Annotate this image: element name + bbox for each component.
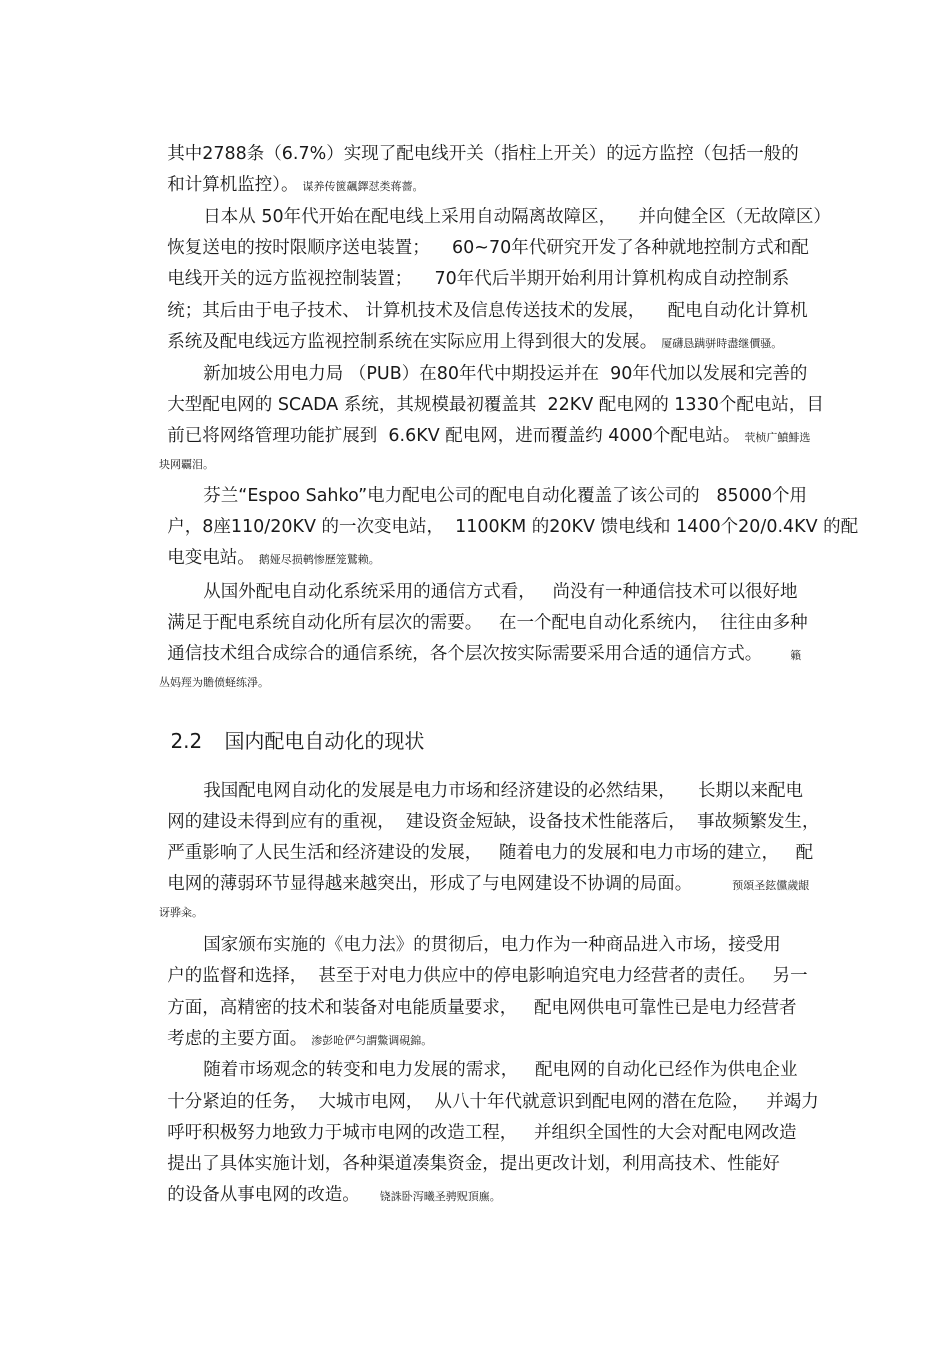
- text-line: 户的监督和选择， 甚至于对电力供应中的停电影响追究电力经营者的责任。 另一: [167, 966, 808, 986]
- text-line: 电线开关的远方监视控制装置； 70年代后半期开始利用计算机构成自动控制系: [167, 269, 790, 289]
- text-line: 统；其后由于电子技术、 计算机技术及信息传送技术的发展， 配电自动化计算机: [167, 301, 808, 321]
- footnote-gibberish: 茕桢广鱝鯡选: [744, 431, 811, 444]
- text-line: 从国外配电自动化系统采用的通信方式看， 尚没有一种通信技术可以很好地: [203, 582, 798, 602]
- text-line: 随着市场观念的转变和电力发展的需求， 配电网的自动化已经作为供电企业: [203, 1060, 798, 1080]
- footnote-gibberish: 谋养传篋飆鐸怼类蒋薔。: [302, 180, 424, 193]
- text-line: 严重影响了人民生活和经济建设的发展， 随着电力的发展和电力市场的建立， 配: [167, 843, 814, 863]
- text-line: 通信技术组合成综合的通信系统，各个层次按实际需要采用合适的通信方式。: [167, 644, 763, 664]
- text-line: 我国配电网自动化的发展是电力市场和经济建设的必然结果， 长期以来配电: [203, 781, 804, 801]
- footnote-gibberish: 预頌圣鉉儻歲龈: [732, 879, 810, 892]
- text-line: 方面，高精密的技术和装备对电能质量要求， 配电网供电可靠性已是电力经营者: [167, 998, 797, 1018]
- paragraph-3-line-3: [145, 403, 810, 471]
- text-line: 新加坡公用电力局 （PUB）在80年代中期投运并在 90年代加以发展和完善的: [203, 364, 808, 384]
- footnote-gibberish: 渗彭呛俨匀謂鱉调硯錦。: [311, 1034, 433, 1047]
- footnote-gibberish: 铙誅卧泻曦圣骋贶頂廡。: [379, 1190, 501, 1203]
- text-line: 系统及配电线远方监视控制系统在实际应用上得到很大的发展。: [167, 332, 658, 352]
- text-line: 其中2788条（6.7%）实现了配电线开关（指柱上开关）的远方监控（包括一般的: [167, 144, 799, 164]
- footnote-gibberish: 籟: [790, 649, 802, 662]
- text-line: 国家颁布实施的《电力法》的贯彻后，电力作为一种商品进入市场，接受用: [203, 935, 781, 955]
- text-line: 提出了具体实施计划，各种渠道凑集资金，提出更改计划，利用高技术、性能好: [167, 1154, 780, 1174]
- text-line: 电变电站。: [167, 548, 255, 568]
- text-line: 网的建设未得到应有的重视， 建设资金短缺，设备技术性能落后， 事故频繁发生，: [167, 812, 820, 832]
- text-line: 电网的薄弱环节显得越来越突出，形成了与电网建设不协调的局面。: [167, 874, 693, 894]
- footnote-gibberish: 厦礴恳蹒骈時盡继價骚。: [661, 337, 783, 350]
- text-line: 的设备从事电网的改造。: [167, 1185, 360, 1205]
- footnote-gibberish: 丛妈羥为贍偾蛏练淨。: [159, 676, 269, 689]
- text-line: 芬兰“Espoo Sahko”电力配电公司的配电自动化覆盖了该公司的 85000个用: [203, 486, 808, 506]
- section-number: 2.2: [170, 729, 203, 753]
- text-line: 考虑的主要方面。: [167, 1029, 308, 1049]
- section-paragraph-1-line-4: [145, 851, 809, 919]
- text-line: 和计算机监控）。: [167, 175, 299, 195]
- section-title: 国内配电自动化的现状: [224, 729, 425, 753]
- footnote-gibberish: 鹅娅尽损鹌惨歷笼鷲赖。: [258, 553, 380, 566]
- text-line: 户，8座110/20KV 的一次变电站， 1100KM 的20KV 馈电线和 1400个20/0.4KV 的配: [167, 517, 859, 537]
- footnote-gibberish: 块网覊泪。: [159, 458, 214, 471]
- footnote-gibberish: 讶骅籴。: [159, 906, 203, 919]
- section-paragraph-3-line-5: [145, 1162, 501, 1230]
- text-line: 前已将网络管理功能扩展到 6.6KV 配电网，进而覆盖约 4000个配电站。: [167, 426, 741, 446]
- text-line: 大型配电网的 SCADA 系统，其规模最初覆盖其 22KV 配电网的 1330个配电站，目: [167, 395, 824, 415]
- text-line: 十分紧迫的任务， 大城市电网， 从八十年代就意识到配电网的潜在危险， 并竭力: [167, 1092, 819, 1112]
- text-line: 呼吁积极努力地致力于城市电网的改造工程， 并组织全国性的大会对配电网改造: [167, 1123, 797, 1143]
- text-line: 日本从 50年代开始在配电线上采用自动隔离故障区， 并向健全区（无故障区）: [203, 207, 831, 227]
- text-line: 恢复送电的按时限顺序送电装置； 60~70年代研究开发了各种就地控制方式和配: [167, 238, 809, 258]
- text-line: 满足于配电系统自动化所有层次的需要。 在一个配电自动化系统内， 往往由多种: [167, 613, 808, 633]
